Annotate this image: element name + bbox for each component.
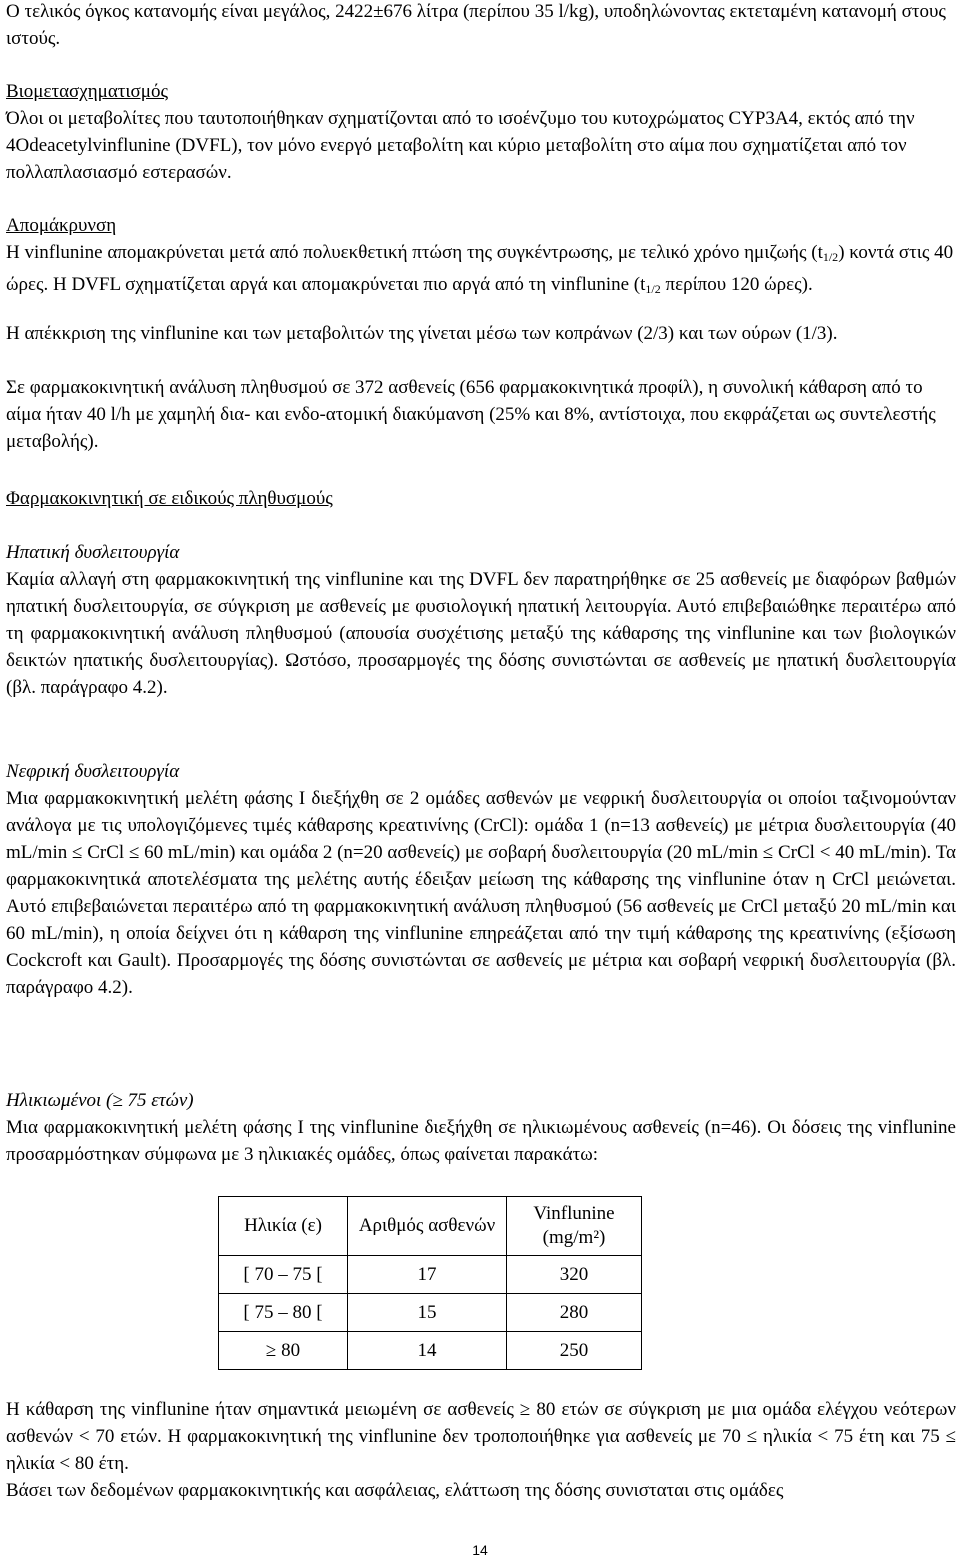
heading-elderly: Ηλικιωμένοι (≥ 75 ετών) xyxy=(6,1090,194,1111)
table-cell-age: [ 75 – 80 [ xyxy=(219,1294,348,1332)
table-cell-age: [ 70 – 75 [ xyxy=(219,1256,348,1294)
paragraph-dose-reduction: Βάσει των δεδομένων φαρμακοκινητικής και ασφάλειας, ελάττωση της δόσης συνισταται στις ομάδες xyxy=(6,1480,784,1501)
subscript-half-life: 1/2 xyxy=(822,250,839,264)
paragraph-elderly: Μια φαρμακοκινητική μελέτη φάσης Ι της vinflunine διεξήχθη σε ηλικιωμένους ασθενείς (n=46). Οι δόσεις της vinflunine προσαρμόστηκαν σύμφωνα με 3 ηλικιακές ομάδες, όπως φαίνεται παρακάτω: xyxy=(6,1117,956,1165)
paragraph-clearance-elderly: Η κάθαρση της vinflunine ήταν σημαντικά μειωμένη σε ασθενείς ≥ 80 ετών σε σύγκριση με μια ομάδα ελέγχου νεότερων ασθενών < 70 ετών. Η φαρμακοκινητική της vinflunine δεν τροποποιήθηκε για ασθενείς με 70 ≤ ηλικία < 75 έτη και 75 ≤ ηλικία < 80 έτη. xyxy=(6,1399,956,1474)
paragraph-elimination xyxy=(6,239,956,303)
table-row xyxy=(219,1332,642,1370)
table-cell-dose: 320 xyxy=(507,1256,642,1294)
elimination-text-3: περίπου 120 ώρες). xyxy=(660,274,813,295)
heading-elimination: Απομάκρυνση xyxy=(6,215,117,236)
elimination-text-2: ) κοντά στις 40 ώρες. Η DVFL σχηματίζεται αργά και απομακρύνεται πιο αργά από τη vinflunine (t xyxy=(6,242,954,295)
heading-hepatic-impairment: Ηπατική δυσλειτουργία xyxy=(6,542,180,563)
table-cell-patients: 17 xyxy=(348,1256,507,1294)
paragraph-volume-of-distribution: Ο τελικός όγκος κατανομής είναι μεγάλος, 2422±676 λίτρα (περίπου 35 l/kg), υποδηλώνοντας εκτεταμένη κατανομή στους ιστούς. xyxy=(6,1,946,49)
heading-renal-impairment: Νεφρική δυσλειτουργία xyxy=(6,761,180,782)
subscript-half-life: 1/2 xyxy=(645,282,661,296)
paragraph-hepatic-impairment: Καμία αλλαγή στη φαρμακοκινητική της vinflunine και της DVFL δεν παρατηρήθηκε σε 25 ασθενείς με διαφόρων βαθμών ηπατική δυσλειτουργία, σε σύγκριση με ασθενείς με φυσιολογική ηπατική λειτουργία. Αυτό επιβεβαιώθηκε περαιτέρω από τη φαρμακοκινητική ανάλυση πληθυσμού (απουσία συσχέτισης μεταξύ της κάθαρσης της vinflunine και των βιολογικών δεικτών ηπατικής δυσλειτουργίας). Ωστόσο, προσαρμογές της δόσης συνιστώνται σε ασθενείς με ηπατική δυσλειτουργία (βλ. παράγραφο 4.2). xyxy=(6,569,956,698)
heading-biotransformation: Βιομετασχηματισμός xyxy=(6,81,168,102)
age-group-dose-table xyxy=(218,1196,642,1370)
table-cell-patients: 15 xyxy=(348,1294,507,1332)
table-cell-dose: 250 xyxy=(507,1332,642,1370)
paragraph-excretion: Η απέκκριση της vinflunine και των μεταβολιτών της γίνεται μέσω των κοπράνων (2/3) και των ούρων (1/3). xyxy=(6,323,838,344)
paragraph-biotransformation: Όλοι οι μεταβολίτες που ταυτοποιήθηκαν σχηματίζονται από το ισοένζυμο του κυτοχρώματος CYP3A4, εκτός από την 4Odeacetylvinflunine (DVFL), τον μόνο ενεργό μεταβολίτη και κύριο μεταβολίτη στο αίμα που σχηματίζεται από τον πολλαπλασιασμό εστερασών. xyxy=(6,108,915,183)
table-cell-patients: 14 xyxy=(348,1332,507,1370)
table-header-row xyxy=(219,1197,642,1256)
table-row xyxy=(219,1294,642,1332)
page-number: 14 xyxy=(472,1542,488,1558)
paragraph-population-pk: Σε φαρμακοκινητική ανάλυση πληθυσμού σε 372 ασθενείς (656 φαρμακοκινητικά προφίλ), η συνολική κάθαρση από το αίμα ήταν 40 l/h με χαμηλή δια- και ενδο-ατομική διακύμανση (25% και 8%, αντίστοιχα, που εκφράζεται ως συντελεστής μεταβολής). xyxy=(6,377,936,452)
table-cell-dose: 280 xyxy=(507,1294,642,1332)
table-row xyxy=(219,1256,642,1294)
paragraph-renal-impairment: Μια φαρμακοκινητική μελέτη φάσης Ι διεξήχθη σε 2 ομάδες ασθενών με νεφρική δυσλειτουργία οι οποίοι ταξινομούνταν ανάλογα με τις υπολογιζόμενες τιμές κάθαρσης κρεατινίνης (CrCl): ομάδα 1 (n=13 ασθενείς) με μέτρια δυσλειτουργία (40 mL/min ≤ CrCl ≤ 60 mL/min) και ομάδα 2 (n=20 ασθενείς) με σοβαρή δυσλειτουργία (20 mL/min ≤ CrCl < 40 mL/min). Τα φαρμακοκινητικά αποτελέσματα της μελέτης αυτής έδειξαν μείωση της κάθαρσης της vinflunine όταν η CrCl μειώνεται. Αυτό επιβεβαιώνεται περαιτέρω από τη φαρμακοκινητική ανάλυση πληθυσμού (56 ασθενείς με CrCl μεταξύ 20 mL/min και 60 mL/min), η οποία δείχνει ότι η κάθαρση της vinflunine επηρεάζεται από την τιμή κάθαρσης της κρεατινίνης (εξίσωση Cockcroft και Gault). Προσαρμογές της δόσης συνιστώνται σε ασθενείς με μέτρια και σοβαρή νεφρική δυσλειτουργία (βλ. παράγραφο 4.2). xyxy=(6,788,956,998)
elimination-text-1: Η vinflunine απομακρύνεται μετά από πολυεκθετική πτώση της συγκέντρωσης, με τελικό χρόνο ημιζωής (t xyxy=(6,242,823,263)
heading-special-populations: Φαρμακοκινητική σε ειδικούς πληθυσμούς xyxy=(6,488,333,509)
table-header-dose: Vinflunine (mg/m²) xyxy=(507,1197,642,1256)
table-header-patients: Αριθμός ασθενών xyxy=(348,1197,507,1256)
table-header-age: Ηλικία (ε) xyxy=(219,1197,348,1256)
table-cell-age: ≥ 80 xyxy=(219,1332,348,1370)
